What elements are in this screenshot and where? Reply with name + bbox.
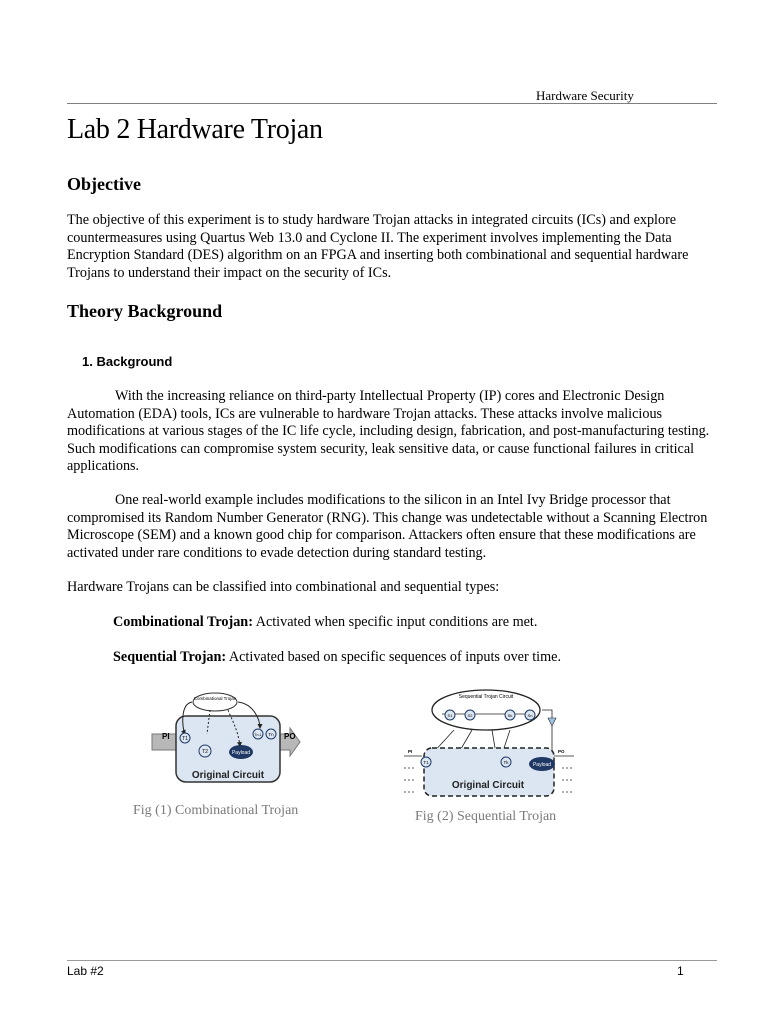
figure-2-caption: Fig (2) Sequential Trojan xyxy=(415,809,557,824)
background-subheading: 1. Background xyxy=(82,354,173,369)
background-paragraph-2: One real-world example includes modifications to the silicon in an Intel Ivy Bridge processor that compromised its Random Number Generator (RNG). This change was undetectable without a Scanning Electron Microscope (SEM) and a known good chip for comparison. Attackers often ensure that these modifications are activated under rare conditions to evade detection during standard testing. xyxy=(67,492,708,561)
background-paragraph-1: With the increasing reliance on third-party Intellectual Property (IP) cores and Electronic Design Automation (EDA) tools, ICs are vulnerable to hardware Trojan attacks. These attacks involve malicious modifications at various stages of the IC life cycle, including design, fabrication, and post-manufacturing testing. Such modifications can compromise system security, leak sensitive data, or cause functional failures in critical applications. xyxy=(67,388,710,474)
sequential-term: Sequential Trojan: xyxy=(113,649,227,665)
page-number: 1 xyxy=(677,964,684,978)
fig2-payload-label: Payload xyxy=(532,762,552,768)
sequential-definition xyxy=(113,649,561,666)
figure-sequential-trojan xyxy=(402,688,578,803)
fig2-tk-label: Tk xyxy=(503,760,509,765)
header-rule xyxy=(67,103,717,104)
fig1-trojan-label: Combinational Trojan xyxy=(193,696,237,701)
fig1-t2-label: T2 xyxy=(202,749,208,755)
classification-sentence: Hardware Trojans can be classified into combinational and sequential types: xyxy=(67,579,500,595)
fig1-pi-label: PI xyxy=(162,732,170,741)
footer-lab-label: Lab #2 xyxy=(67,964,104,978)
fig2-pi-label: PI xyxy=(408,749,413,754)
fig1-t1-label: T1 xyxy=(182,736,188,742)
fig1-po-label: PO xyxy=(284,732,296,741)
combinational-definition xyxy=(113,614,537,631)
objective-paragraph: The objective of this experiment is to study hardware Trojan attacks in integrated circuits (ICs) and explore countermeasures using Quartus Web 13.0 and Cyclone II. The experiment involves implementing the Data Encryption Standard (DES) algorithm on an FPGA and inserting both combinational and sequential hardware Trojans to understand their impact on the security of ICs. xyxy=(67,212,689,281)
fig2-trojan-label: Sequential Trojan Circuit xyxy=(458,694,514,700)
theory-heading: Theory Background xyxy=(67,301,223,321)
fig2-s2-label: S2 xyxy=(467,713,473,718)
fig2-t1-label: T1 xyxy=(423,760,429,765)
figure-1-caption: Fig (1) Combinational Trojan xyxy=(133,803,299,818)
sequential-text: Activated based on specific sequences of inputs over time. xyxy=(226,649,562,665)
running-header: Hardware Security xyxy=(536,88,634,103)
footer-rule xyxy=(67,960,717,961)
page-title: Lab 2 Hardware Trojan xyxy=(67,114,323,145)
fig1-tn-label: Tn xyxy=(268,732,274,737)
fig1-payload-label: Payload xyxy=(231,750,251,756)
fig2-sk-label: Sk xyxy=(507,713,513,718)
objective-heading: Objective xyxy=(67,174,141,194)
fig2-po-label: PO xyxy=(558,749,565,754)
fig1-tn1-label: Tn-1 xyxy=(254,733,262,737)
fig2-s1-label: S1 xyxy=(447,713,453,718)
figure-combinational-trojan xyxy=(150,690,310,790)
fig1-circuit-label: Original Circuit xyxy=(191,770,265,781)
fig2-circuit-label: Original Circuit xyxy=(451,780,525,791)
fig2-sn-label: Sn xyxy=(527,713,533,718)
combinational-term: Combinational Trojan: xyxy=(113,614,253,630)
combinational-text: Activated when specific input conditions are met. xyxy=(252,614,538,630)
